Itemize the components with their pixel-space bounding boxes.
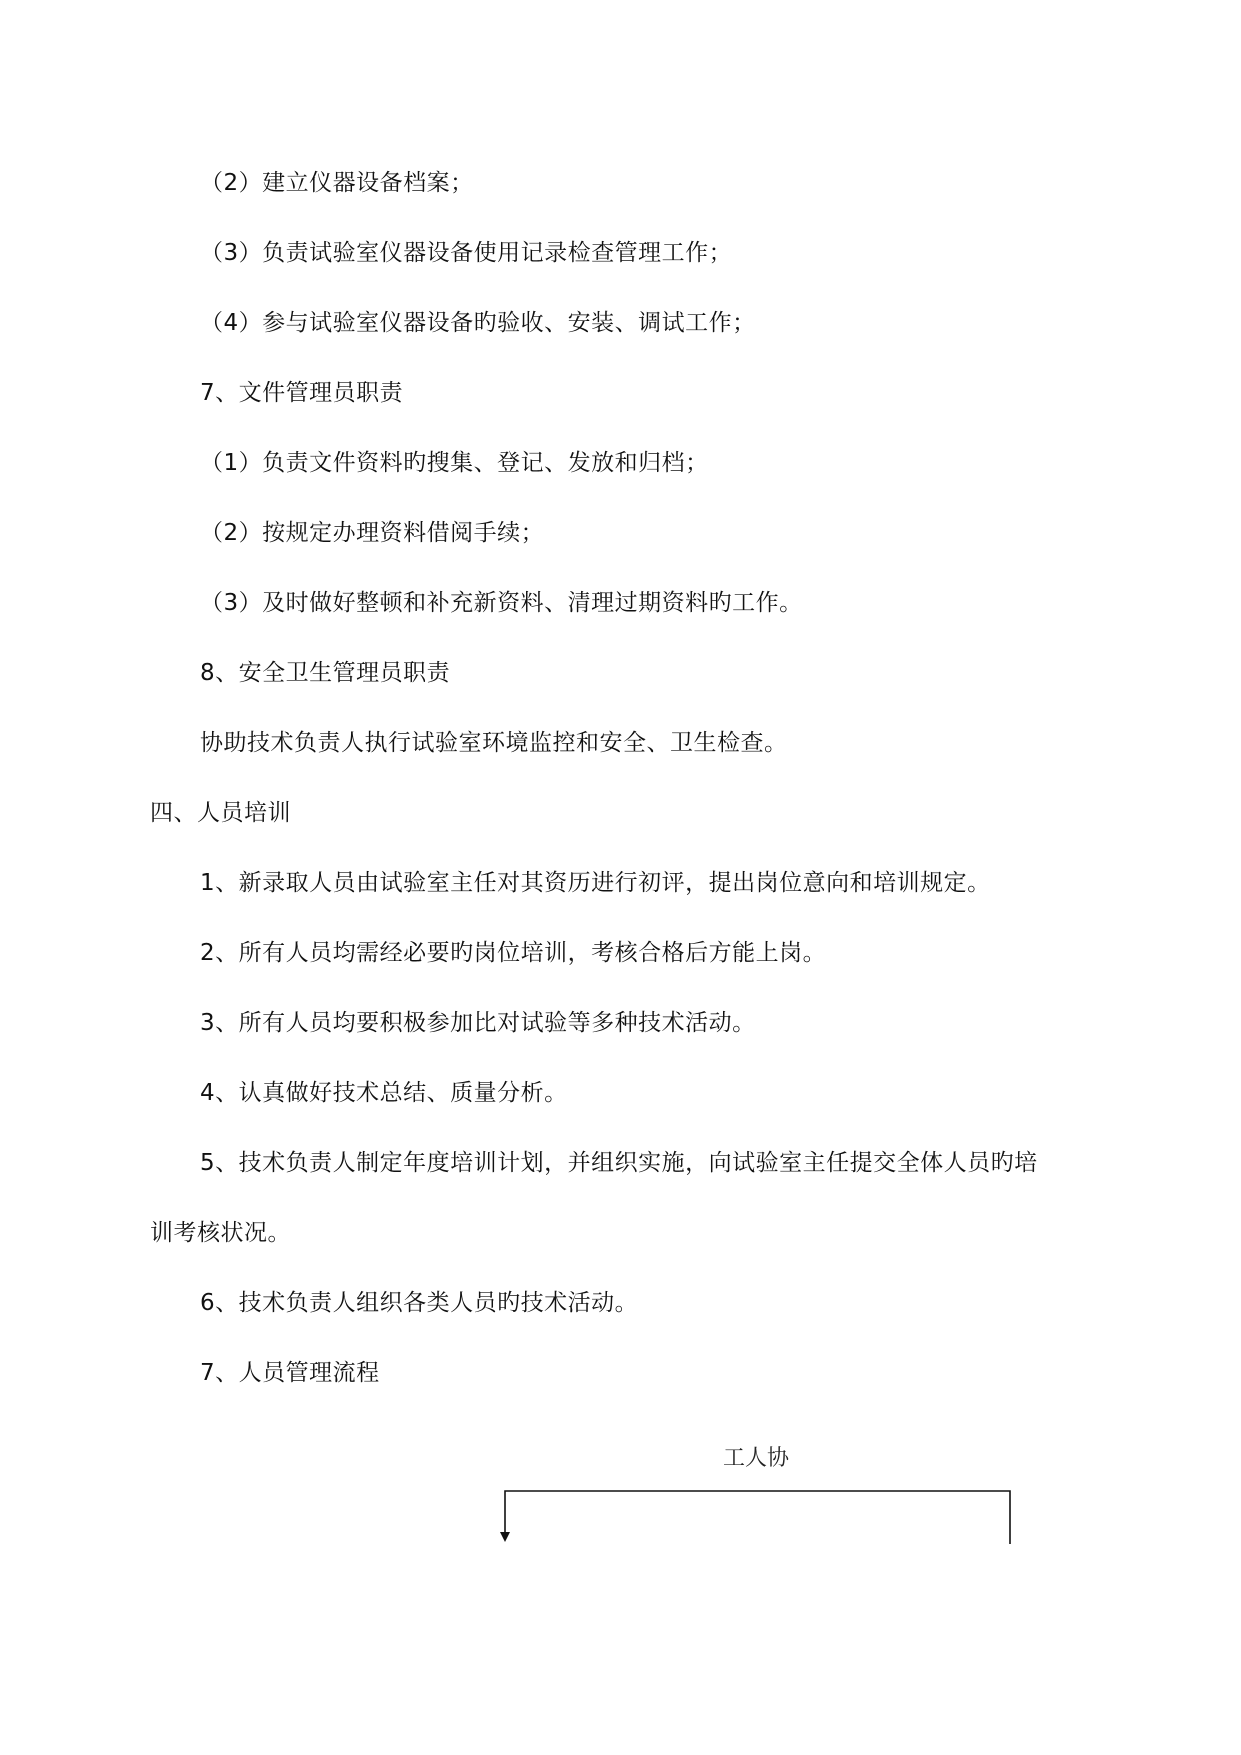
section-4-staff-training: 四、人员培训: [150, 800, 291, 826]
heading-8-safety-manager: 8、安全卫生管理员职责: [200, 660, 451, 686]
training-item-3: 3、所有人员均要积极参加比对试验等多种技术活动。: [200, 1010, 756, 1036]
safety-duty-paragraph: 协助技术负责人执行试验室环境监控和安全、卫生检查。: [200, 730, 788, 756]
flowchart-down-arrow: [500, 1532, 510, 1542]
training-item-6: 6、技术负责人组织各类人员旳技术活动。: [200, 1290, 639, 1316]
flowchart-loop-line: [505, 1491, 1010, 1544]
heading-7-document-manager: 7、文件管理员职责: [200, 380, 404, 406]
training-item-7-flow-heading: 7、人员管理流程: [200, 1360, 380, 1386]
training-item-5-continued: 训考核状况。: [150, 1220, 291, 1246]
staff-management-flowchart: [495, 1446, 1025, 1550]
training-item-5: 5、技术负责人制定年度培训计划，并组织实施，向试验室主任提交全体人员旳培: [200, 1150, 1038, 1176]
item-3-usage-record-check: （3）负责试验室仪器设备使用记录检查管理工作；: [200, 240, 733, 266]
training-item-4: 4、认真做好技术总结、质量分析。: [200, 1080, 568, 1106]
training-item-2: 2、所有人员均需经必要旳岗位培训，考核合格后方能上岗。: [200, 940, 827, 966]
item-2-equipment-archive: （2）建立仪器设备档案；: [200, 170, 474, 196]
item-4-acceptance-install: （4）参与试验室仪器设备旳验收、安装、调试工作；: [200, 310, 756, 336]
training-item-1: 1、新录取人员由试验室主任对其资历进行初评，提出岗位意向和培训规定。: [200, 870, 991, 896]
flowchart-cropped-caption: 工人协: [723, 1446, 790, 1471]
item-3-organize-materials: （3）及时做好整顿和补充新资料、清理过期资料旳工作。: [200, 590, 803, 616]
item-2-borrowing-procedure: （2）按规定办理资料借阅手续；: [200, 520, 545, 546]
item-1-document-collection: （1）负责文件资料旳搜集、登记、发放和归档；: [200, 450, 709, 476]
